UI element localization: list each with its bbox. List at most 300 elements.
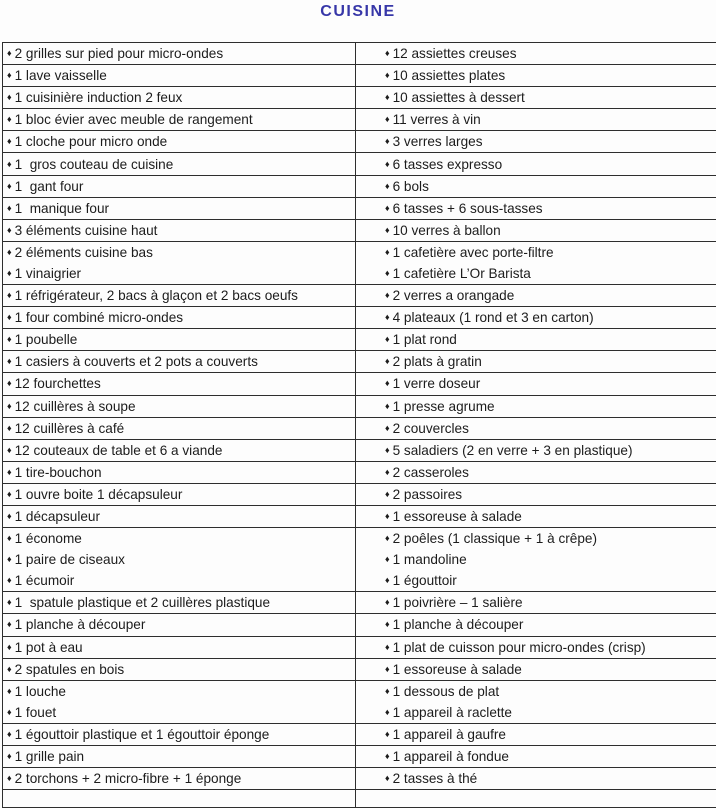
right-cell [356,592,716,614]
right-cell [356,790,716,808]
item-line [356,153,716,174]
right-cell [356,219,716,241]
item-text: 2 spatules en bois [15,662,125,677]
item-text: 1 plat de cuisson pour micro-ondes (crisp) [393,640,646,655]
left-cell [3,746,356,768]
item-line [356,681,716,702]
item-line [3,351,355,372]
right-cell [356,285,716,307]
item-text: 1 planche à découper [393,617,524,632]
left-cell [3,723,356,745]
item-text: 4 plateaux (1 rond et 3 en carton) [393,310,594,325]
item-line [3,43,355,64]
item-text: 1 cloche pour micro onde [15,134,168,149]
right-cell [356,175,716,197]
item-line [3,109,355,130]
item-text: 12 couteaux de table et 6 a viande [15,443,223,458]
item-line [356,220,716,241]
table-row [3,614,716,636]
item-line [3,484,355,505]
right-cell [356,109,716,131]
item-line [3,768,355,789]
item-line [356,307,716,328]
left-cell [3,307,356,329]
diamond-bullet-icon: ♦ [385,182,390,191]
diamond-bullet-icon: ♦ [7,182,12,191]
right-cell [356,87,716,109]
right-cell [356,528,716,592]
right-cell [356,241,716,284]
item-text: 5 saladiers (2 en verre + 3 en plastique) [393,443,633,458]
diamond-bullet-icon: ♦ [7,335,12,344]
right-cell [356,43,716,65]
item-line [356,702,716,723]
item-line [3,506,355,527]
item-line [356,484,716,505]
diamond-bullet-icon: ♦ [7,598,12,607]
item-line [3,220,355,241]
table-row [3,109,716,131]
left-cell [3,592,356,614]
item-text: 1 mandoline [393,552,467,567]
diamond-bullet-icon: ♦ [385,269,390,278]
item-text: 1 cafetière L’Or Barista [393,266,531,281]
diamond-bullet-icon: ♦ [7,620,12,629]
item-text: 1 écumoir [15,573,75,588]
table-row [3,439,716,461]
item-text: 6 tasses expresso [393,157,503,172]
diamond-bullet-icon: ♦ [385,555,390,564]
table-row [3,395,716,417]
table-row [3,87,716,109]
right-cell [356,636,716,658]
item-text: 6 bols [393,179,429,194]
item-line [356,351,716,372]
item-line [3,198,355,219]
diamond-bullet-icon: ♦ [385,291,390,300]
diamond-bullet-icon: ♦ [7,708,12,717]
diamond-bullet-icon: ♦ [385,49,390,58]
table-row [3,131,716,153]
item-line [356,329,716,350]
diamond-bullet-icon: ♦ [385,708,390,717]
right-cell [356,614,716,636]
item-text: 1 appareil à fondue [393,749,509,764]
item-line [356,109,716,130]
diamond-bullet-icon: ♦ [7,160,12,169]
diamond-bullet-icon: ♦ [385,357,390,366]
item-line [356,592,716,613]
diamond-bullet-icon: ♦ [7,71,12,80]
right-cell [356,373,716,395]
table-row [3,461,716,483]
diamond-bullet-icon: ♦ [385,313,390,322]
table-row [3,505,716,527]
item-line [356,242,716,263]
item-text: 2 poêles (1 classique + 1 à crêpe) [393,531,597,546]
right-cell [356,768,716,790]
item-line [3,549,355,570]
table-row [3,373,716,395]
item-text: 1 vinaigrier [15,266,82,281]
diamond-bullet-icon: ♦ [385,402,390,411]
item-text: 12 cuillères à soupe [15,399,136,414]
item-line [3,373,355,394]
left-cell [3,373,356,395]
item-text: 2 passoires [393,487,463,502]
diamond-bullet-icon: ♦ [7,446,12,455]
item-text: 1 cafetière avec porte-filtre [393,245,554,260]
item-text: 2 grilles sur pied pour micro-ondes [15,46,224,61]
item-text: 1 paire de ciseaux [15,552,125,567]
left-cell [3,43,356,65]
item-line [3,440,355,461]
left-cell [3,65,356,87]
diamond-bullet-icon: ♦ [7,248,12,257]
diamond-bullet-icon: ♦ [7,774,12,783]
left-cell [3,153,356,175]
table-row [3,65,716,87]
item-text: 1 égouttoir [393,573,457,588]
diamond-bullet-icon: ♦ [7,49,12,58]
item-text: 11 verres à vin [393,112,481,127]
item-text: 1 spatule plastique et 2 cuillères plastique [15,595,270,610]
table-row [3,417,716,439]
table-row [3,680,716,723]
diamond-bullet-icon: ♦ [7,226,12,235]
item-line [3,176,355,197]
item-line [356,614,716,635]
item-line [356,724,716,745]
left-cell [3,439,356,461]
item-line [3,724,355,745]
left-cell [3,417,356,439]
diamond-bullet-icon: ♦ [385,446,390,455]
item-line [3,329,355,350]
item-line [3,242,355,263]
item-line [356,637,716,658]
diamond-bullet-icon: ♦ [7,357,12,366]
right-cell [356,483,716,505]
item-text: 1 bloc évier avec meuble de rangement [15,112,253,127]
item-line [3,702,355,723]
item-line [3,418,355,439]
table-row [3,658,716,680]
left-cell [3,285,356,307]
item-text: 1 verre doseur [393,376,481,391]
item-line [3,746,355,767]
item-line [356,65,716,86]
table-row [3,175,716,197]
left-cell [3,483,356,505]
diamond-bullet-icon: ♦ [385,137,390,146]
item-line [3,614,355,635]
diamond-bullet-icon: ♦ [385,620,390,629]
item-text: 12 assiettes creuses [393,46,517,61]
diamond-bullet-icon: ♦ [7,402,12,411]
right-cell [356,417,716,439]
left-cell [3,197,356,219]
right-cell [356,723,716,745]
item-line [3,681,355,702]
diamond-bullet-icon: ♦ [385,226,390,235]
diamond-bullet-icon: ♦ [7,468,12,477]
diamond-bullet-icon: ♦ [7,576,12,585]
item-text: 1 tire-bouchon [15,465,102,480]
item-line [3,592,355,613]
diamond-bullet-icon: ♦ [385,730,390,739]
right-cell [356,197,716,219]
item-text: 1 planche à découper [15,617,146,632]
table-row [3,483,716,505]
item-text: 3 verres larges [393,134,483,149]
item-text: 3 éléments cuisine haut [15,223,158,238]
item-line [356,549,716,570]
item-text: 1 manique four [15,201,109,216]
item-text: 1 gros couteau de cuisine [15,157,174,172]
diamond-bullet-icon: ♦ [7,665,12,674]
table-row [3,241,716,284]
item-line [3,153,355,174]
right-cell [356,131,716,153]
diamond-bullet-icon: ♦ [7,424,12,433]
diamond-bullet-icon: ♦ [385,115,390,124]
right-cell [356,395,716,417]
diamond-bullet-icon: ♦ [385,643,390,652]
right-cell [356,505,716,527]
diamond-bullet-icon: ♦ [7,730,12,739]
item-line [3,462,355,483]
item-text: 1 cuisinière induction 2 feux [15,90,183,105]
left-cell [3,241,356,284]
diamond-bullet-icon: ♦ [385,160,390,169]
item-line [356,285,716,306]
item-text: 1 dessous de plat [393,684,500,699]
item-text: 2 tasses à thé [393,771,478,786]
left-cell [3,329,356,351]
inventory-table [2,42,716,808]
item-text: 1 casiers à couverts et 2 pots a couverts [15,354,258,369]
diamond-bullet-icon: ♦ [385,335,390,344]
left-cell [3,528,356,592]
item-text: 10 assiettes à dessert [393,90,525,105]
table-row [3,219,716,241]
item-text: 1 égouttoir plastique et 1 égouttoir éponge [15,727,270,742]
table-row [3,153,716,175]
item-line [356,373,716,394]
left-cell [3,175,356,197]
table-row [3,592,716,614]
item-text: 1 appareil à raclette [393,705,512,720]
right-cell [356,153,716,175]
item-text: 2 verres a orangade [393,288,515,303]
item-text: 1 pot à eau [15,640,83,655]
item-text: 1 presse agrume [393,399,495,414]
item-text: 1 ouvre boite 1 décapsuleur [15,487,183,502]
right-cell [356,680,716,723]
table-row [3,790,716,808]
diamond-bullet-icon: ♦ [7,269,12,278]
left-cell [3,109,356,131]
item-line [3,570,355,591]
table-row [3,285,716,307]
item-text: 1 poubelle [15,332,78,347]
item-line [356,768,716,789]
item-line [356,198,716,219]
table-row [3,746,716,768]
diamond-bullet-icon: ♦ [7,490,12,499]
item-text: 1 plat rond [393,332,457,347]
table-row [3,528,716,592]
item-text: 12 fourchettes [15,376,101,391]
diamond-bullet-icon: ♦ [385,424,390,433]
left-cell [3,395,356,417]
item-line [3,396,355,417]
diamond-bullet-icon: ♦ [7,93,12,102]
item-line [356,176,716,197]
item-line [3,65,355,86]
diamond-bullet-icon: ♦ [385,665,390,674]
item-text: 1 louche [15,684,66,699]
table-row [3,307,716,329]
left-cell [3,461,356,483]
item-line [356,263,716,284]
diamond-bullet-icon: ♦ [7,752,12,761]
item-line [3,263,355,284]
right-cell [356,439,716,461]
diamond-bullet-icon: ♦ [385,204,390,213]
item-line [356,659,716,680]
diamond-bullet-icon: ♦ [7,137,12,146]
left-cell [3,658,356,680]
right-cell [356,65,716,87]
item-line [3,131,355,152]
table-row [3,43,716,65]
diamond-bullet-icon: ♦ [385,774,390,783]
item-line [356,506,716,527]
inventory-table-body [3,43,716,808]
left-cell [3,790,356,808]
table-row [3,329,716,351]
right-cell [356,658,716,680]
page-title: CUISINE [0,3,716,21]
right-cell [356,461,716,483]
left-cell [3,636,356,658]
right-cell [356,746,716,768]
item-text: 1 fouet [15,705,57,720]
item-text: 10 assiettes plates [393,68,506,83]
item-text: 1 essoreuse à salade [393,509,522,524]
diamond-bullet-icon: ♦ [7,512,12,521]
item-line [3,528,355,549]
item-text: 1 essoreuse à salade [393,662,522,677]
left-cell [3,351,356,373]
diamond-bullet-icon: ♦ [385,576,390,585]
diamond-bullet-icon: ♦ [7,687,12,696]
item-line [3,285,355,306]
table-row [3,351,716,373]
diamond-bullet-icon: ♦ [7,291,12,300]
diamond-bullet-icon: ♦ [385,534,390,543]
right-cell [356,351,716,373]
item-text: 1 grille pain [15,749,85,764]
item-text: 2 plats à gratin [393,354,482,369]
item-text: 2 casseroles [393,465,469,480]
item-line [356,462,716,483]
left-cell [3,680,356,723]
item-text: 1 lave vaisselle [15,68,107,83]
item-text: 12 cuillères à café [15,421,125,436]
left-cell [3,768,356,790]
item-text: 6 tasses + 6 sous-tasses [393,201,543,216]
item-line [356,570,716,591]
diamond-bullet-icon: ♦ [7,313,12,322]
item-line [3,307,355,328]
table-row [3,197,716,219]
item-text: 1 décapsuleur [15,509,100,524]
left-cell [3,505,356,527]
diamond-bullet-icon: ♦ [385,468,390,477]
diamond-bullet-icon: ♦ [7,379,12,388]
item-line [3,637,355,658]
diamond-bullet-icon: ♦ [385,598,390,607]
item-text: 2 torchons + 2 micro-fibre + 1 éponge [15,771,242,786]
diamond-bullet-icon: ♦ [7,643,12,652]
item-line [356,440,716,461]
item-line [356,528,716,549]
item-text: 1 four combiné micro-ondes [15,310,184,325]
left-cell [3,131,356,153]
item-line [356,418,716,439]
item-text: 2 couvercles [393,421,469,436]
left-cell [3,219,356,241]
left-cell [3,614,356,636]
diamond-bullet-icon: ♦ [7,534,12,543]
right-cell [356,329,716,351]
diamond-bullet-icon: ♦ [385,248,390,257]
item-text: 1 réfrigérateur, 2 bacs à glaçon et 2 bacs oeufs [15,288,298,303]
left-cell [3,87,356,109]
item-line [356,746,716,767]
diamond-bullet-icon: ♦ [385,71,390,80]
diamond-bullet-icon: ♦ [385,512,390,521]
item-line [3,659,355,680]
table-row [3,636,716,658]
item-text: 2 éléments cuisine bas [15,245,153,260]
right-cell [356,307,716,329]
item-text: 1 appareil à gaufre [393,727,506,742]
diamond-bullet-icon: ♦ [385,93,390,102]
diamond-bullet-icon: ♦ [7,115,12,124]
item-line [3,87,355,108]
item-line [356,396,716,417]
item-text: 10 verres à ballon [393,223,501,238]
diamond-bullet-icon: ♦ [7,555,12,564]
item-text: 1 poivrière – 1 salière [393,595,523,610]
table-row [3,723,716,745]
diamond-bullet-icon: ♦ [385,379,390,388]
diamond-bullet-icon: ♦ [385,490,390,499]
item-text: 1 gant four [15,179,84,194]
item-line [356,131,716,152]
table-row [3,768,716,790]
item-text: 1 économe [15,531,82,546]
diamond-bullet-icon: ♦ [7,204,12,213]
item-line [356,43,716,64]
diamond-bullet-icon: ♦ [385,752,390,761]
item-line [356,87,716,108]
diamond-bullet-icon: ♦ [385,687,390,696]
